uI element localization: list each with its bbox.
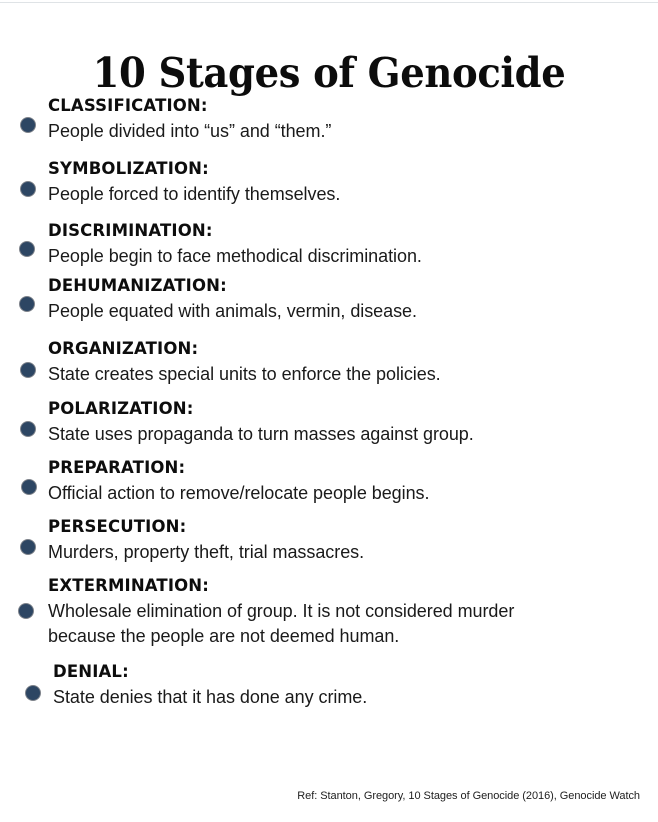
- bullet-point-icon: [21, 422, 35, 436]
- stage-description: State creates special units to enforce the policies.: [48, 364, 441, 384]
- list-item: [0, 338, 658, 387]
- list-item: [0, 158, 658, 207]
- list-item: [0, 457, 658, 506]
- bullet-point-icon: [21, 118, 35, 132]
- stage-description: Wholesale elimination of group. It is not considered murder because the people are not deemed human.: [48, 601, 515, 646]
- list-item: [0, 275, 658, 324]
- stage-description: Official action to remove/relocate people begins.: [48, 483, 430, 503]
- stage-name: ORGANIZATION:: [48, 339, 199, 358]
- list-item: [0, 220, 658, 269]
- stage-description: People begin to face methodical discrimination.: [48, 246, 422, 266]
- page-title: 10 Stages of Genocide: [92, 49, 566, 98]
- bullet-point-icon: [21, 540, 35, 554]
- bullet-point-icon: [20, 297, 34, 311]
- bullet-point-icon: [22, 480, 36, 494]
- stage-name: CLASSIFICATION:: [48, 96, 208, 115]
- stage-description: People forced to identify themselves.: [48, 184, 341, 204]
- stage-name: POLARIZATION:: [48, 399, 194, 418]
- bullet-point-icon: [21, 363, 35, 377]
- top-divider-rule: [0, 2, 658, 3]
- list-item: [0, 575, 658, 649]
- stage-name: SYMBOLIZATION:: [48, 159, 209, 178]
- list-item: [0, 661, 658, 710]
- list-item: [0, 516, 658, 565]
- stage-description: People divided into “us” and “them.”: [48, 121, 332, 141]
- stage-description: State uses propaganda to turn masses against group.: [48, 424, 474, 444]
- stage-description: People equated with animals, vermin, disease.: [48, 301, 417, 321]
- stage-description: State denies that it has done any crime.: [53, 687, 368, 707]
- stage-name: DENIAL:: [53, 662, 129, 681]
- stage-description: Murders, property theft, trial massacres.: [48, 542, 365, 562]
- source-reference: Ref: Stanton, Gregory, 10 Stages of Genocide (2016), Genocide Watch: [297, 790, 640, 802]
- bullet-point-icon: [20, 242, 34, 256]
- stage-name: EXTERMINATION:: [48, 576, 210, 595]
- stage-list: [0, 95, 658, 710]
- list-item: [0, 95, 658, 144]
- stage-name: DISCRIMINATION:: [48, 221, 213, 240]
- stage-name: PERSECUTION:: [48, 517, 187, 536]
- stage-name: DEHUMANIZATION:: [48, 276, 227, 295]
- list-item: [0, 398, 658, 447]
- bullet-point-icon: [26, 686, 40, 700]
- bullet-point-icon: [21, 182, 35, 196]
- stage-name: PREPARATION:: [48, 458, 186, 477]
- bullet-point-icon: [19, 604, 33, 618]
